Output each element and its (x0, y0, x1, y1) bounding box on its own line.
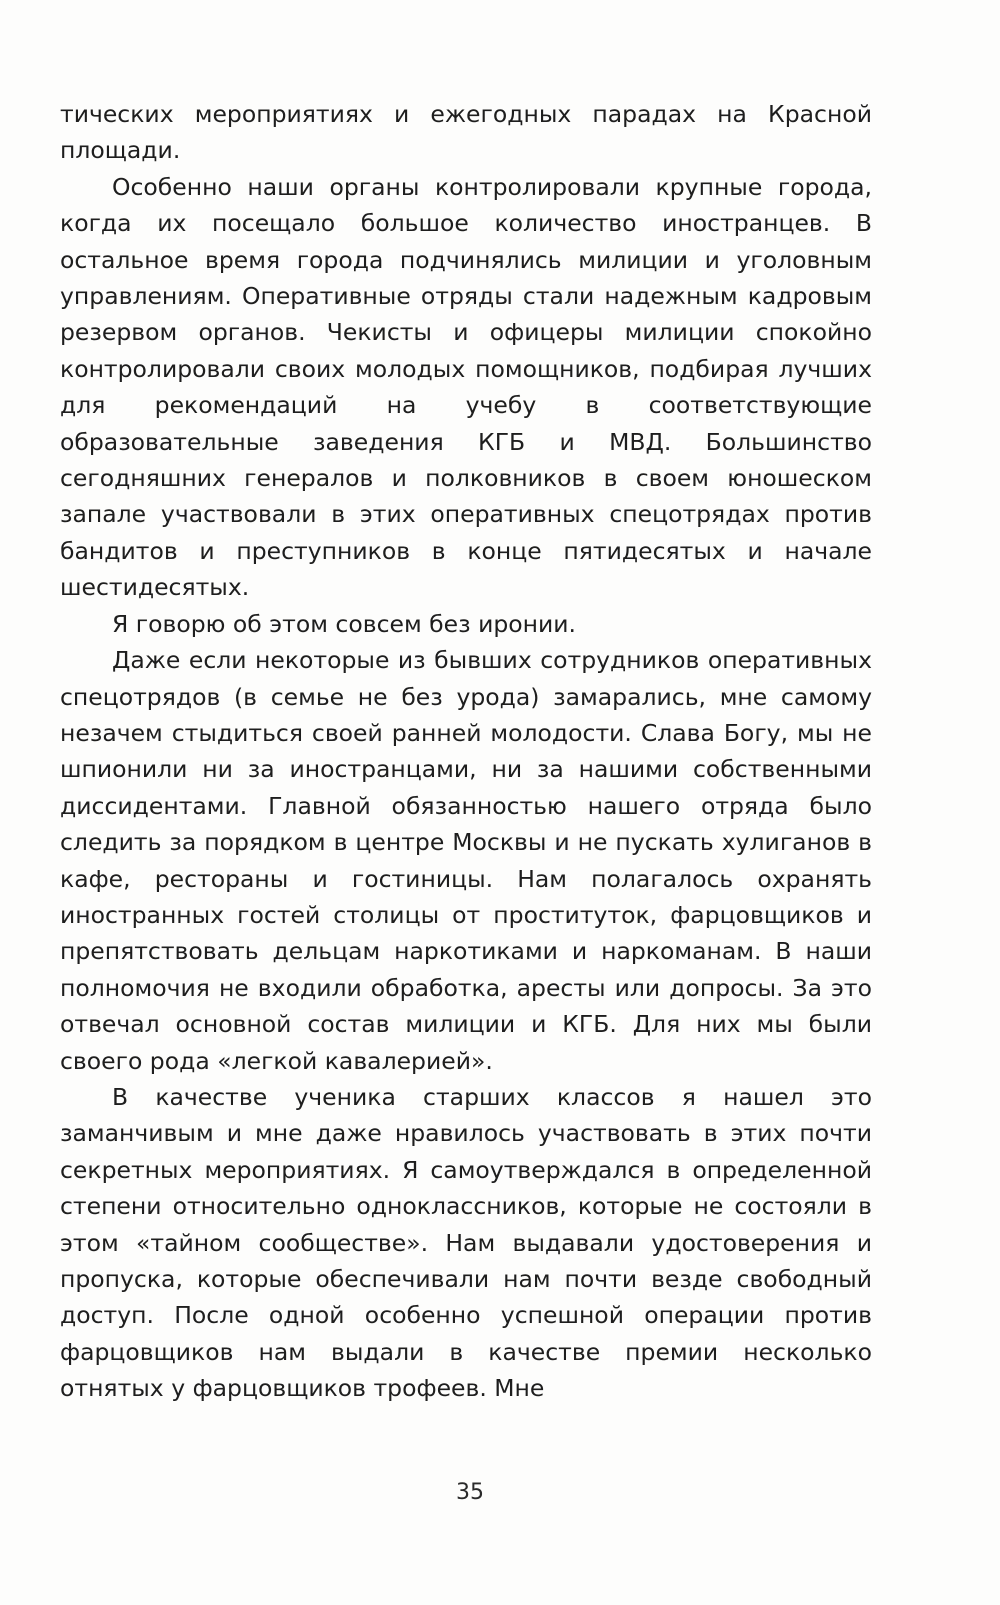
page-number: 35 (456, 1480, 484, 1505)
paragraph-5: В качестве ученика старших классов я нашел это заманчивым и мне даже нравилось участвовать в этих почти секретных мероприятиях. Я самоутверждался в определенной степени относительно одноклассников, которые не состояли в этом «тайном сообществе». Нам выдавали удостоверения и пропуска, которые обеспечивали нам почти везде свободный доступ. После одной особенно успешной операции против фарцовщиков нам выдали в качестве премии несколько отнятых у фарцовщиков трофеев. Мне (60, 1082, 872, 1403)
paragraph-4: Даже если некоторые из бывших сотрудников оперативных спецотрядов (в семье не без урода) замарались, мне самому незачем стыдиться своей ранней молодости. Слава Богу, мы не шпионили ни за иностранцами, ни за нашими собственными диссидентами. Главной обязанностью нашего отряда было следить за порядком в центре Москвы и не пускать хулиганов в кафе, рестораны и гостиницы. Нам полагалось охранять иностранных гостей столицы от проституток, фарцовщиков и препятствовать дельцам наркотиками и наркоманам. В наши полномочия не входили обработка, аресты или допросы. За это отвечал основной состав милиции и КГБ. Для них мы были своего рода «легкой кавалерией». (60, 646, 872, 1075)
paragraph-3: Я говорю об этом совсем без иронии. (112, 609, 577, 638)
paragraph-1: тических мероприятиях и ежегодных парадах на Красной площади. (60, 100, 872, 165)
paragraph-2: Особенно наши органы контролировали крупные города, когда их посещало большое количество иностранцев. В остальное время города подчинялись милиции и уголовным управлениям. Оперативные отряды стали надежным кадровым резервом органов. Чекисты и офицеры милиции спокойно контролировали своих молодых помощников, подбирая лучших для рекомендаций на учебу в соответствующие образовательные заведения КГБ и МВД. Большинство сегодняшних генералов и полковников в своем юношеском запале участвовали в этих оперативных спецотрядах против бандитов и преступников в конце пятидесятых и начале шестидесятых. (60, 172, 872, 602)
body-text (60, 96, 872, 1407)
